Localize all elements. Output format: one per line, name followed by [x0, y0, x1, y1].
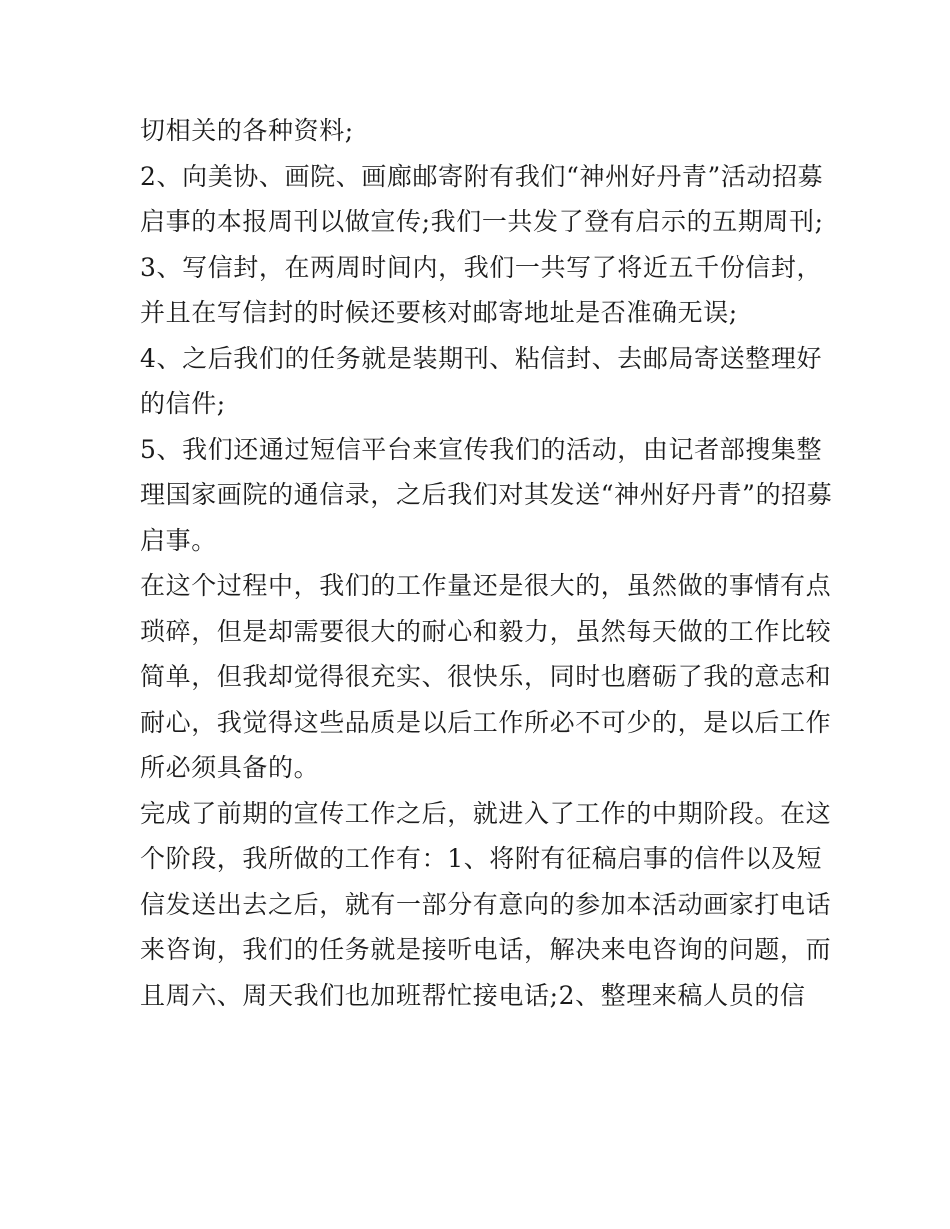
text-line: 信发送出去之后，就有一部分有意向的参加本活动画家打电话 — [140, 889, 832, 919]
text-line: 并且在写信封的时候还要核对邮寄地址是否准确无误; — [140, 298, 738, 327]
text-line: 启事的本报周刊以做宣传;我们一共发了登有启示的五期周刊; — [140, 207, 824, 236]
text-line: 所必须具备的。 — [140, 753, 320, 782]
text-line: 切相关的各种资料; — [140, 116, 354, 145]
text-line: 的信件; — [140, 389, 226, 418]
text-line: 简单，但我却觉得很充实、很快乐，同时也磨砺了我的意志和 — [140, 662, 832, 691]
text-line: 5、我们还通过短信平台来宣传我们的活动，由记者部搜集整 — [140, 434, 823, 464]
text-line: 4、之后我们的任务就是装期刊、粘信封、去邮局寄送整理好 — [140, 343, 823, 373]
text-line: 琐碎，但是却需要很大的耐心和毅力，虽然每天做的工作比较 — [140, 616, 832, 646]
text-line: 且周六、周天我们也加班帮忙接电话;2、整理来稿人员的信 — [140, 980, 806, 1010]
text-line: 耐心，我觉得这些品质是以后工作所必不可少的，是以后工作 — [140, 707, 832, 737]
document-body — [140, 108, 833, 1018]
text-line: 3、写信封，在两周时间内，我们一共写了将近五千份信封， — [140, 252, 823, 282]
text-line: 来咨询，我们的任务就是接听电话，解决来电咨询的问题，而 — [140, 935, 832, 964]
text-line: 启事。 — [140, 525, 217, 555]
text-line: 理国家画院的通信录，之后我们对其发送“神州好丹青”的招募 — [140, 480, 833, 509]
text-line: 个阶段，我所做的工作有：1、将附有征稿启事的信件以及短 — [140, 844, 823, 873]
text-line: 在这个过程中，我们的工作量还是很大的，虽然做的事情有点 — [140, 571, 832, 600]
text-line: 2、向美协、画院、画廊邮寄附有我们“神州好丹青”活动招募 — [140, 161, 824, 191]
text-line: 完成了前期的宣传工作之后，就进入了工作的中期阶段。在这 — [140, 798, 832, 828]
